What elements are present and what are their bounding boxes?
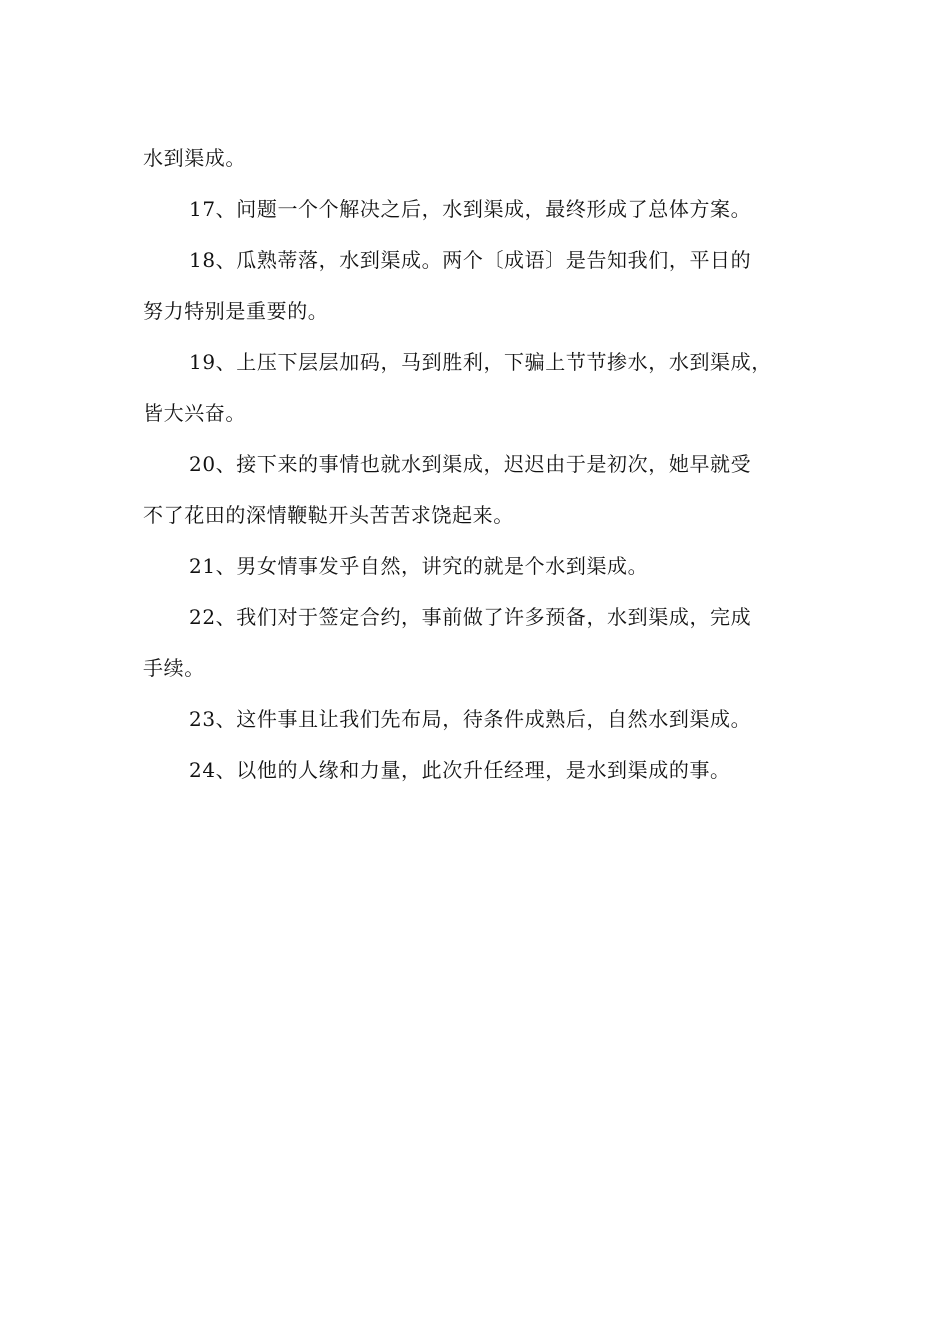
paragraph-line: 23、这件事且让我们先布局，待条件成熟后，自然水到渠成。 (189, 707, 752, 731)
paragraph-line: 17、问题一个个解决之后，水到渠成，最终形成了总体方案。 (189, 197, 752, 221)
paragraph-line: 22、我们对于签定合约，事前做了许多预备，水到渠成，完成 (189, 605, 752, 629)
paragraph-line: 18、瓜熟蒂落，水到渠成。两个〔成语〕是告知我们，平日的 (189, 248, 752, 272)
paragraph-line: 20、接下来的事情也就水到渠成，迟迟由于是初次，她早就受 (189, 452, 752, 476)
paragraph-21 (143, 541, 818, 592)
paragraph-line: 21、男女情事发乎自然，讲究的就是个水到渠成。 (189, 554, 649, 578)
paragraph-line: 手续。 (143, 656, 205, 680)
paragraph-22 (143, 592, 818, 694)
paragraph-line: 水到渠成。 (143, 146, 246, 170)
document-body (143, 133, 818, 796)
paragraph-19 (143, 337, 818, 439)
paragraph-18 (143, 235, 818, 337)
paragraph-24 (143, 745, 818, 796)
paragraph-line: 24、以他的人缘和力量，此次升任经理，是水到渠成的事。 (189, 758, 731, 782)
paragraph-line: 努力特别是重要的。 (143, 299, 329, 323)
paragraph-23 (143, 694, 818, 745)
paragraph-17 (143, 184, 818, 235)
paragraph-continuation (143, 133, 818, 184)
paragraph-line: 19、上压下层层加码，马到胜利，下骗上节节掺水，水到渠成， (189, 350, 772, 374)
paragraph-line: 不了花田的深情鞭鞑开头苦苦求饶起来。 (143, 503, 514, 527)
paragraph-20 (143, 439, 818, 541)
paragraph-line: 皆大兴奋。 (143, 401, 246, 425)
